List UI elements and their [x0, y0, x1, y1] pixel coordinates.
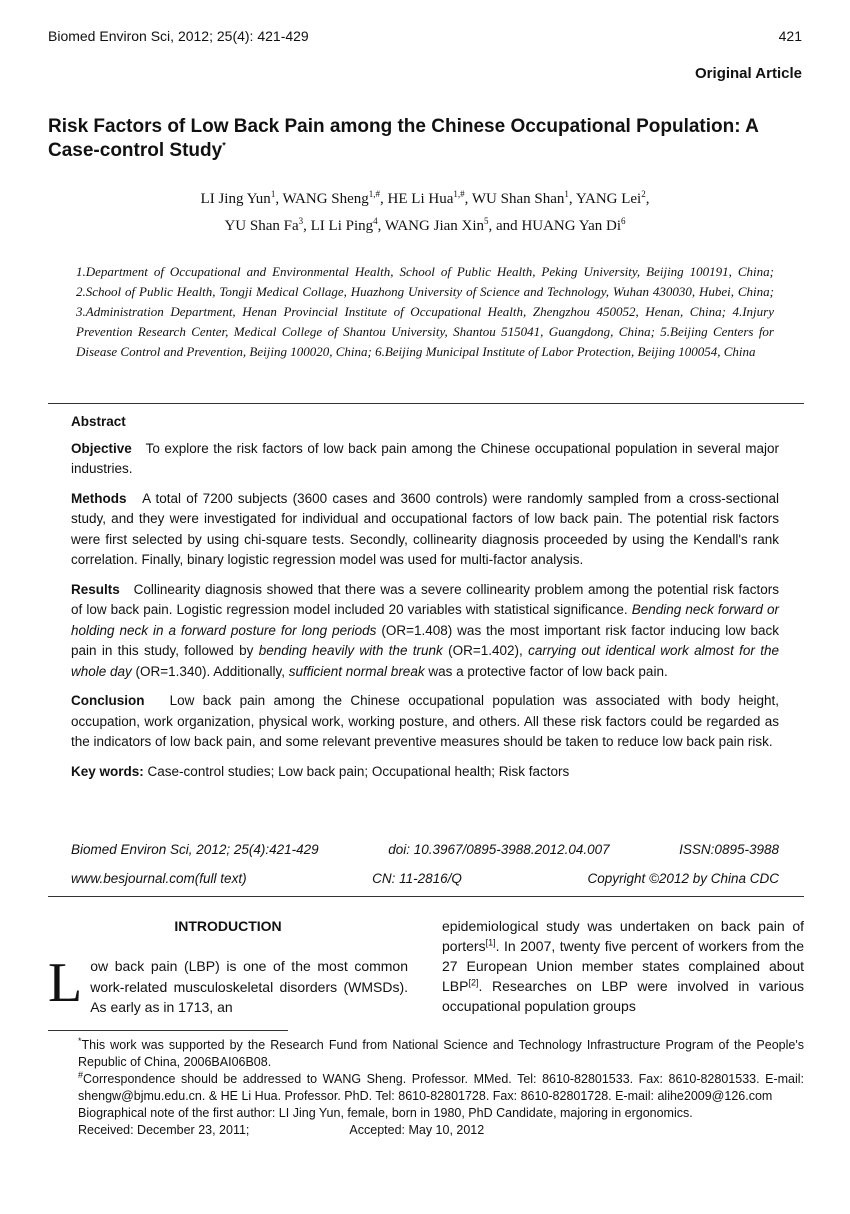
meta-bottom-rule [48, 896, 804, 897]
abstract-heading: Abstract [71, 414, 126, 429]
results-emphasis: sufficient normal break [288, 663, 425, 679]
title-footnote-mark: * [222, 140, 226, 151]
abstract-top-rule [48, 403, 804, 404]
author: YANG Lei [575, 191, 642, 207]
affiliations: 1.Department of Occupational and Environmental Health, School of Public Health, Peking University, Beijing 100191, China; 2.School of Public Health, Tongji Medical Collage, Huazhong University of Science and Technology, Wuhan 430030, Hubei, China; 3.Administration Department, Henan Provincial Institute of Occupational Health, Zhengzhou 450052, Henan, China; 4.Injury Prevention Research Center, Medical College of Shantou University, Shantou 515041, Guangdong, China; 5.Beijing Centers for Disease Control and Prevention, Beijing 100020, China; 6.Beijing Municipal Institute of Labor Protection, Beijing 100054, China [76, 264, 774, 359]
author-affiliation-mark: 1,# [368, 189, 381, 199]
introduction-left-column [48, 952, 408, 1018]
author-line-2: YU Shan Fa$^3$, LI Li Ping$^4$, WANG Jian Xin$^5$, and HUANG Yan Di$^6$ [224, 216, 626, 234]
author: HUANG Yan Di [521, 218, 622, 234]
abstract-methods [71, 489, 779, 571]
reference-mark: [2] [468, 977, 479, 988]
keywords [71, 762, 779, 783]
author-list [0, 186, 850, 240]
abstract-conclusion [71, 691, 779, 753]
results-text: Collinearity diagnosis showed that there was a severe collinearity problem among the potential risk factors of low back pain. Logistic regression model included 20 variables with statistical significance. [71, 581, 779, 617]
drop-cap: L [48, 952, 83, 1014]
abstract-section [71, 412, 779, 791]
reference-mark: [1] [485, 937, 496, 948]
conclusion-text: Low back pain among the Chinese occupational population was associated with body height, occupation, work organization, physical work, working posture, and others. All these risk factors could be regarded as the indicators of low back pain, and some relevant preventive measures should be taken to reduce low back pain risk. [71, 693, 779, 749]
article-title [48, 115, 808, 163]
author: LI Li Ping [310, 218, 374, 234]
funding-text: This work was supported by the Research Fund from National Science and Technology Infrastructure Program of the People's Republic of China, 2006BAI06B08. [78, 1038, 804, 1069]
dates [48, 1122, 804, 1139]
accepted-date: Accepted: May 10, 2012 [349, 1123, 485, 1137]
received-date: Received: December 23, 2011; [78, 1123, 250, 1137]
cn-number: CN: 11-2816/Q [372, 871, 462, 886]
author-line-1: LI Jing Yun$^1$, WANG Sheng$^{1,\#}$, HE Li Hua$^{1,\#}$, WU Shan Shan$^1$, YANG Lei$^2$, [200, 189, 650, 207]
abstract-objective [71, 439, 779, 480]
methods-label: Methods [71, 490, 127, 506]
author-affiliation-mark: 1 [270, 189, 276, 199]
footnotes [48, 1037, 804, 1139]
keywords-label: Key words: [71, 763, 144, 779]
intro-text: . In 2007, twenty five percent of workers from the 27 European Union member states complained about LBP [442, 938, 804, 994]
correspondence-text: Correspondence should be addressed to WANG Sheng. Professor. MMed. Tel: 8610-82801533. Fax: 8610-82801533. E-mail: shengw@bjmu.edu.cn. & HE Li Hua. Professor. PhD. Tel: 8610-82801728. Fax: 8610-82801728. E-mail: alihe2009@126.com [78, 1072, 804, 1103]
intro-text: epidemiological study was undertaken on back pain of porters [442, 918, 804, 954]
methods-text: A total of 7200 subjects (3600 cases and 3600 controls) were randomly sampled from a cross-sectional study, and they were investigated for individual and occupational factors of low back pain. The potential risk factors were first selected by using chi-square tests. Secondly, collinearity diagnosis proceeded by using the Kendall's rank correlation. Finally, binary logistic regression model was used for multi-factor analysis. [71, 490, 779, 567]
introduction-heading: INTRODUCTION [174, 918, 282, 934]
results-text: (OR=1.340). Additionally, [131, 663, 289, 679]
issn: ISSN:0895-3988 [679, 842, 779, 857]
author: YU Shan Fa [224, 218, 299, 234]
introduction-text: ow back pain (LBP) is one of the most common work-related musculoskeletal disorders (WMSDs). As early as in 1713, an [90, 958, 408, 1015]
author-affiliation-mark: 4 [373, 216, 378, 226]
title-text: Risk Factors of Low Back Pain among the Chinese Occupational Population: A Case-control Study [48, 116, 759, 161]
funding-note [48, 1037, 804, 1071]
author: WANG Sheng [282, 191, 369, 207]
author-affiliation-mark: 3 [298, 216, 304, 226]
results-emphasis: bending heavily with the trunk [258, 643, 443, 658]
introduction-text-continued [442, 916, 804, 1016]
author: HE Li Hua [387, 191, 454, 207]
conclusion-label: Conclusion [71, 693, 145, 708]
article-type-label: Original Article [695, 65, 802, 82]
footnote-rule [48, 1030, 288, 1031]
footnote-mark: * [78, 1035, 82, 1046]
author-affiliation-mark: 5 [484, 216, 489, 226]
publication-meta-row [71, 871, 779, 886]
biographical-note: Biographical note of the first author: LI Jing Yun, female, born in 1980, PhD Candidate, majoring in ergonomics. [78, 1106, 693, 1120]
introduction-right-column [442, 916, 804, 1016]
results-text: was a protective factor of low back pain. [424, 663, 668, 679]
results-text: (OR=1.408) was the most important risk factor inducing low back pain in this study, followed by [71, 622, 779, 658]
author-affiliation-mark: 2 [641, 189, 646, 199]
citation-meta-row [71, 842, 779, 857]
author: WU Shan Shan [471, 191, 565, 207]
results-text: (OR=1.402), [442, 643, 529, 658]
objective-label: Objective [71, 440, 132, 456]
abstract-results [71, 580, 779, 683]
results-emphasis: carrying out identical work almost for the whole day [71, 643, 779, 679]
intro-text: . Researches on LBP were involved in various occupational population groups [442, 978, 804, 1014]
journal-citation-header: Biomed Environ Sci, 2012; 25(4): 421-429 [48, 28, 309, 44]
results-label: Results [71, 581, 120, 597]
results-emphasis: Bending neck forward or holding neck in a forward posture for long periods [71, 602, 779, 638]
keywords-text: Case-control studies; Low back pain; Occupational health; Risk factors [147, 763, 570, 779]
doi: doi: 10.3967/0895-3988.2012.04.007 [388, 842, 610, 857]
author: WANG Jian Xin [384, 218, 485, 234]
footnote-mark: # [78, 1069, 84, 1080]
objective-text: To explore the risk factors of low back pain among the Chinese occupational population in several major industries. [71, 440, 779, 476]
author-affiliation-mark: 1 [564, 189, 569, 199]
copyright: Copyright ©2012 by China CDC [587, 871, 779, 886]
author-affiliation-mark: 1,# [453, 189, 465, 199]
author-affiliation-mark: 6 [621, 216, 626, 226]
correspondence-note [48, 1071, 804, 1105]
journal-url: www.besjournal.com(full text) [71, 871, 247, 886]
author: LI Jing Yun [200, 191, 271, 207]
citation: Biomed Environ Sci, 2012; 25(4):421-429 [71, 842, 319, 857]
page-number: 421 [778, 28, 802, 44]
